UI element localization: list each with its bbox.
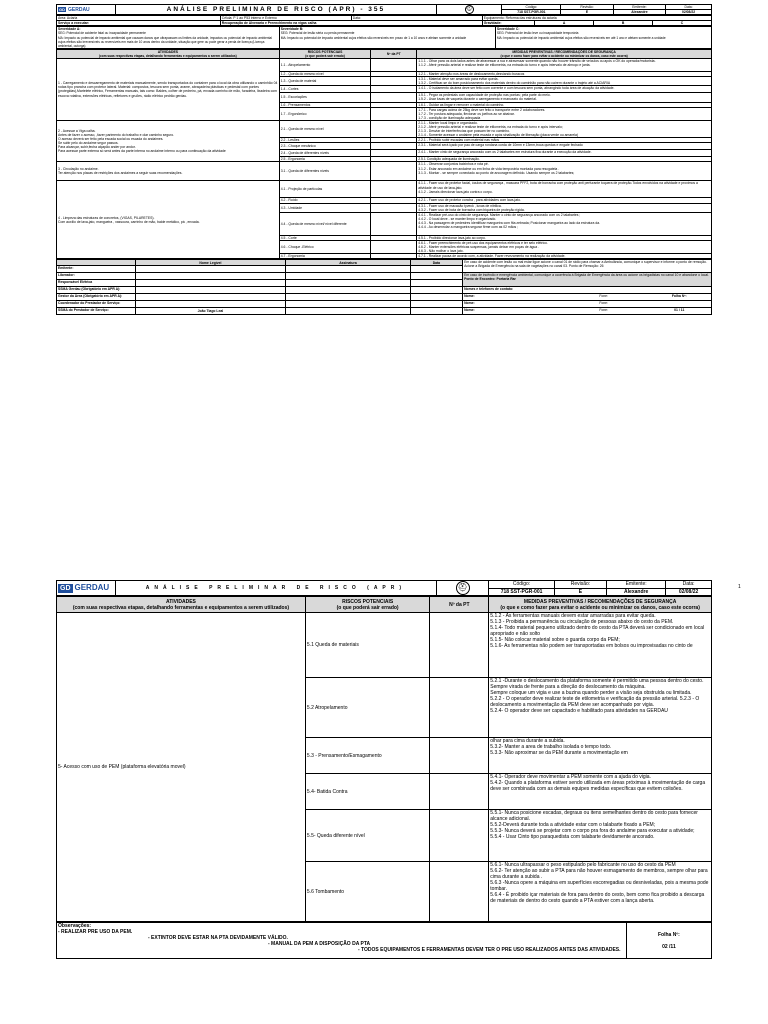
obs-line: - REALIZAR PRE USO DA PEM. [58, 929, 133, 935]
sig-role: Liberador: [57, 273, 136, 280]
sig-signature-field[interactable] [286, 280, 410, 287]
col-riscos: RISCOS POTENCIAIS (o que poderá sair errado) [279, 49, 371, 58]
emitente-value-2: Alexandre [607, 588, 666, 596]
npt-cell[interactable] [371, 212, 417, 235]
risk-cell: 5.6 Tombamento [305, 862, 429, 922]
table-row [57, 120, 712, 137]
sig-nome: Nome Legível [135, 260, 286, 266]
folha-cell-2: Folha Nº: 02 /11 [626, 923, 711, 959]
sig-date-field[interactable] [410, 273, 462, 280]
emergency-1: Em caso de acidente com lesão ou mal estar ligue acione o canal 01 de rádio para chamar a Ambulância, comunique o supervisor e informe o ponto de remoção. Acione a Brigada de Emergência na sala de vagetações no canal 03. Ponto de Remoção: 26 [463, 260, 712, 273]
observations-table [56, 922, 712, 959]
folha-label: Folha Nº: [671, 294, 687, 299]
risk-cell: 5.4- Batida Contra [305, 774, 429, 810]
severidade-a: Severidade A: SEG: Potencial de acidente fatal ou incapacidade permanente MA: Impacto ou potencial de impacto ambiental que causam danos que ultrapassam os limites da unidade, impactos ou potencial de impacto ambiental cujos efeitos são irreversíveis ou reversíveis em mais de 10 anos dentro da unidade, situação que gere ou pode gerar a perda de licença (Licença ambiental, outorga) [57, 27, 280, 48]
activity-cell: 3 - Circulação no andaime. Ter atenção nos placas de restrições dos andaimes a seguir suas recomendações. [57, 162, 280, 181]
header-table [56, 4, 712, 15]
sig-date-field[interactable] [410, 266, 462, 273]
signature-row [57, 308, 712, 315]
emergency-2: Em caso de incêndio e emergência ambiental, comunique a ocorrência à Brigada de Emergência da área ou acione os brigadistas no canal 10 e abandone o local. Ponto de Encontro: Portaria Rar [463, 273, 712, 287]
sig-role: Gestor da Área (Obrigatório em APR A): [57, 294, 136, 301]
data-label-2: Data: [666, 581, 712, 589]
apr-page-2 [56, 580, 712, 1024]
sig-role: SSMA do Prestador de Serviço: [57, 308, 136, 315]
risk-table-2 [56, 596, 712, 922]
codigo-value-2: 718 SST-PGR-001 [489, 588, 555, 596]
sig-data: Data [410, 260, 462, 266]
contato-fone: Fone: [599, 308, 608, 313]
logo-2: GD GERDAU [57, 581, 116, 596]
obs-line: - TODOS EQUIPAMENTOS E FERRAMENTAS DEVEM TER O PRE USO REALIZADOS ANTES DAS ATIVIDADES. [358, 947, 621, 953]
risk-cell: 1.7 - Ergonômico [279, 107, 371, 120]
sig-name-field[interactable] [135, 301, 286, 308]
risk-cell: 2.2 - Lesões [279, 138, 371, 143]
risk-cell: 4.5 - Corte [279, 235, 371, 240]
apr-page-1 [56, 4, 712, 478]
npt-cell[interactable] [430, 738, 489, 774]
sig-date-field[interactable] [410, 294, 462, 301]
col-medidas: MEDIDAS PREVENTIVAS / RECOMENDAÇÕES DE SEGURANÇA (o que e como fazer para evitar o acidente ou minimizar os danos, caso este ocorra) [417, 49, 712, 58]
page-title-2: ANÁLISE PRELIMINAR DE RISCO (APR) [115, 581, 436, 596]
logo: GD GERDAU [57, 5, 116, 15]
risk-cell: 5.1 Queda de materiais [305, 613, 429, 678]
measure-cell: 2.1.1 - Manter local limpo e organizado. 2.1.2 - Aferir pressão arterial e realizar teste de etilometria, na entrada do turno e após intervalo; 2.1.3 - Desviar de interferências que possam ter no caminho. 2.1.4 - Somente acessar o andaime pela escada e após sinalização de liberação (placa verde ou amarela) [417, 120, 712, 137]
obs-line: - MANUAL DA PEM A DISPOSIÇÃO DA PTA [268, 941, 371, 947]
risk-cell: 5.2 Atropelamento [305, 678, 429, 738]
sig-name-field[interactable] [135, 273, 286, 280]
risk-cell: 4.7 - Ergonomia [279, 254, 371, 259]
measure-cell: 5.1.2 - As ferramentas manuais devem estar amarradas para evitar queda. 5.1.3 - Proibida a permanência ou circulação de pessoas abaixo do cesto da PEM. 5.1.4- Todo material pequeno utilizado dentro do cesto da PTA deverá ser condicionado em local apropriado e não solto 5.1.5- Não colocar material sobre o guarda corpo da PEM; 5.1.6- As ferramentas não podem ser transportadas em bolsos ou improvisadas no cinto de [489, 613, 712, 678]
npt-cell[interactable] [371, 59, 417, 72]
risk-cell: 3.1 - Queda de diferentes níveis [279, 162, 371, 181]
sig-date-field[interactable] [410, 308, 462, 315]
page-title: ANÁLISE PRELIMINAR DE RISCO (APR) - 355 [115, 5, 436, 15]
npt-cell[interactable] [371, 181, 417, 198]
header-table-2 [56, 580, 712, 596]
measure-cell: 2.2.1 - Proibido subir escadas com material nas mãos [417, 138, 712, 143]
measure-cell: 1.4.1 - O isolamento da área deve ser feito com corrente e com tesoura sem ponta, abrangindo toda área de atuação da atividade. [417, 86, 712, 93]
helmet-icon-cell-2 [436, 581, 488, 596]
activity-cell: 4 - Limpeza das estruturas de concretos, (VIGAS, PILARETES). Com auxílio de lava-jato, mangueira , vassoura, carrinho de mão, balde metálico, pá , enxada. [57, 181, 280, 259]
measure-cell: 4.6.1 - Fazer preenchimento de pré-uso dos equipamentos elétricos e ter selo elétrico. 4.6.2 - Manter extensões elétricas suspensas, jamais deixar em poças de água . 4.6.3 - Não molhar o lava jato. [417, 240, 712, 253]
sig-name-field[interactable] [135, 280, 286, 287]
sig-date-field[interactable] [410, 287, 462, 294]
measure-cell: 1.3.1 - Material deve ser amarrado para evitar queda. 1.3.2 - Certificar-se do bom posicionamento dos materiais dentro do caminhão para não caírem durante o trajeto até a ACIARIA [417, 77, 712, 86]
risk-cell: 2.3 - Choque mecânico [279, 143, 371, 150]
risk-cell: 1.4 - Cortes [279, 86, 371, 93]
sig-signature-field[interactable] [286, 273, 410, 280]
measure-cell: 4.1.1 - Fazer uso de protetor facial, óculos de segurança , mascara PFF2, bota de borracha com proteção anti perfurante toquera de proteção.Todos envolvidos na atividade e proximos a atividade de uso de lava-jato. 4.1.2 - Jamais direcionar lava-jato contra o corpo. [417, 181, 712, 198]
risk-cell: 1.2 - Queda do mesmo nível [279, 72, 371, 77]
measure-cell: 4.7.1 - Realizar pausa de acordo com, a atividade. Fazer revezamento na realização da atividade. [417, 254, 712, 259]
sig-name-field[interactable]: João Tiago Leal [135, 308, 286, 315]
helmet-icon: ⛑ [456, 581, 470, 595]
contato-fone: Fone: [599, 294, 608, 299]
npt-cell[interactable] [371, 143, 417, 150]
npt-cell[interactable] [371, 107, 417, 120]
measure-cell: 4.3.1 - Fazer uso de macacão tyveck , luvas de nitrilica. 4.3.2 - Fazer uso de bota de borracha com biqueira de proteção rígida. [417, 203, 712, 212]
data-value: 02/08/22 [666, 10, 712, 15]
gravidade-c[interactable]: C [653, 21, 712, 26]
data2-label: Data: [351, 16, 482, 21]
risk-cell: 1.6 - Prensamentos [279, 102, 371, 107]
col-npt: Nº da PT [371, 49, 417, 58]
risk-cell: 4.3 - Umidade [279, 203, 371, 212]
measure-cell: 5.6.1- Nunca ultrapassar o peso estipulado pelo fabricante no uso do cesto da PEM 5.6.2- Ter atenção ao subir a PTA para não houver esmagamento de membros, sempre olhar para cima durante a subida . 5.6.3 -Nunca opere a máquina em superfícies escorregadias ou desniveladas, pois a mesma pode tombar. 5.6.4 - É proibido içar materiais de fora para dentro do cesto, bem como fica proibido a descarga de materiais de dentro do cesto quando a PTA estiver com a lança aberta. [489, 862, 712, 922]
risk-cell: 5.3 - Prensamento/Esmagamento [305, 738, 429, 774]
npt-cell[interactable] [430, 810, 489, 862]
npt-cell[interactable] [371, 93, 417, 102]
sig-signature-field[interactable] [286, 308, 410, 315]
measure-cell: 1.5.1 - Pegar os pedestais com capacidade de proteção nas pontas; pela parte do meio. 1.5.2 - Usar luvas de vaqueta durante o carregamento e manuseio do material. [417, 93, 712, 102]
risk-cell: 4.6 - Choque -Elétrico [279, 240, 371, 253]
npt-cell[interactable] [371, 162, 417, 181]
npt-cell[interactable] [430, 774, 489, 810]
measure-cell: 2.5.1 Condição adequada de iluminação. [417, 157, 712, 162]
obs-line: - EXTINTOR DEVE ESTAR NA PTA DEVIDAMENTE VÁLIDO. [148, 935, 288, 941]
sig-signature-field[interactable] [286, 301, 410, 308]
sig-date-field[interactable] [410, 280, 462, 287]
risk-cell: 4.4 - Queda de mesmo nível/ nível diferente [279, 212, 371, 235]
risk-cell: 4.1 - Projeção de partículas [279, 181, 371, 198]
measure-cell: 1.1.1 - Olhar para os dois lados antes de atravessar a rua e atravessar somente quando não houver trânsito de veículos ou após o OK do operador/motorista. 1.1.2 - Aferir pressão arterial e realizar teste de etilometria, na entrada do turno e após intervalo de almoço e janta. [417, 59, 712, 72]
risk-cell: 2.5 - Ergonomia [279, 157, 371, 162]
area-label: Área: Aciaria [57, 16, 221, 21]
revisao-label-2: Revisão: [554, 581, 606, 589]
observations: Observações: - REALIZAR PRE USO DA PEM. - EXTINTOR DEVE ESTAR NA PTA DEVIDAMENTE VÁLIDO. - MANUAL DA PEM A DISPOSIÇÃO DA PTA - TODOS EQUIPAMENTOS E FERRAMENTAS DEVEM TER O PRE USO REALIZADOS ANTES DAS ATIVIDADES. [57, 923, 627, 959]
signature-row [57, 287, 712, 294]
gravidade-b[interactable]: B [594, 21, 653, 26]
table-row [57, 59, 712, 72]
sig-signature-field[interactable] [286, 266, 410, 273]
measure-cell: 2.4.1 - Manter cinto de segurança ancorado com os 2 talabartes em estrutura fixa durante a execução da atividade. [417, 150, 712, 157]
contato-row [463, 308, 712, 315]
measure-cell: 4.2.1 - Fazer uso de protetor concha , para atividades com lava-jato. [417, 198, 712, 203]
npt-cell[interactable] [371, 240, 417, 253]
servico-value: Recuperação de Alvenaria e Preenchimento na vigas calha [220, 21, 482, 26]
npt-cell[interactable] [371, 203, 417, 212]
folha-blank [649, 301, 710, 305]
revisao-value: E [561, 10, 613, 15]
codigo-label-2: Código: [489, 581, 555, 589]
revisao-value-2: E [554, 588, 606, 596]
sig-assinatura: Assinatura [286, 260, 410, 266]
npt-cell[interactable] [371, 150, 417, 157]
folha-value: 01 / 11 [674, 308, 685, 313]
risk-cell: 1.5 - Escoriações [279, 93, 371, 102]
side-page-number: 1 [738, 584, 741, 590]
gravidade-label: Gravidade: [482, 21, 534, 26]
severity-table [56, 26, 712, 48]
sig-name-field[interactable] [135, 294, 286, 301]
contato-nome: Nome: [464, 308, 475, 313]
measure-cell: 3.1.1 - Observar conjuntos baixinhos e rota pé. 3.1.2 - Estar ancorado em andaime ou em linha de vida temporária montada para rescgatela . 3.1.3 - Montar - se sempre conectado ao ponto de ancoragem definido. Usando sempre os 2 talabartes; [417, 162, 712, 181]
npt-cell[interactable] [430, 862, 489, 922]
signature-table [56, 259, 712, 315]
npt-cell[interactable] [430, 613, 489, 678]
measure-cell: 1.2.1 - Manter atenção nos áreas de deslocamento,desviando buracos [417, 72, 712, 77]
sig-date-field[interactable] [410, 301, 462, 308]
info-table [56, 15, 712, 26]
col-riscos-2: RISCOS POTENCIAIS (o que poderá sair errado) [305, 597, 429, 613]
measure-cell: 4.4.1 - Realizar pré-uso do cinto de segurança. Manter o cinto de segurança ancorado com os 2 talabartes ; 4.4.2 - O local deve - se manter limpo e organizado. 4.4.3 - Na passagem de pedestres identificar mangueira com fita zebrada; Posicionar mangueira ao lado da estrutura da. 4.4.4 - Ao desenrolar a mangueira segurar firme com as 02 mãos ; [417, 212, 712, 235]
activity-cell: 5- Acesso com uso de PEM (plataforma elevatória movel) [57, 613, 306, 922]
col-atividades-2: ATIVIDADES (com suas respectivas etapas, detalhando ferramentas e equipamentos a serem utilizados) [57, 597, 306, 613]
measure-cell: 5.5.1- Nunca posicione escadas, degraus ou itens semelhantes dentro do cesto para fornecer alcance adicional. 5.5.2-Deverá durante toda a atividade estar com o talabarte fixado a PEM; 5.5.3- Nunca deverá se projetar com o corpo pra fora do andaime para executar a atividade; 5.5.4 - Usar Cinto tipo paraquedista com talabarte devidamente ancorado. [489, 810, 712, 862]
npt-cell[interactable] [371, 86, 417, 93]
table-row [57, 613, 712, 678]
measure-cell: olhar para cima durante a subida. 5.3.2- Manter a area de trabalho isolada o tempo todo. 5.3.3- Não aproximar se da PEM durante a movimentação em [489, 738, 712, 774]
measure-cell: 1.6.1 - Guidar as lingar e remover o material do caminho. [417, 102, 712, 107]
contato-nome: Nome: [464, 301, 475, 306]
activity-cell: 2 - Acessar a Viga calha. Antes de fazer o acesso, ,fazer parimento do trabalho e olar caminho seguro. O acesso deverá ser feito pela escada social ou escada do andaimes. Se subir pelo do andaime segur passos. Para alcançar, subir,fecha alçapão ander por andor. Para acessar parte externa só será antes da parte interna no andaime interno ou para continuação da atividade [57, 120, 280, 162]
signature-row [57, 301, 712, 308]
codigo-value: 718 SST-PGR-001 [502, 10, 561, 15]
risk-cell: 5.5- Queda diferente nível [305, 810, 429, 862]
sig-role: Coordenador do Prestador de Serviço: [57, 301, 136, 308]
sig-name-field[interactable] [135, 287, 286, 294]
contato-row [463, 294, 712, 301]
equipamento-label: Equipamento: Reforma das estruturas da aciaria [482, 16, 711, 21]
col-medidas-2: MEDIDAS PREVENTIVAS / RECOMENDAÇÕES DE SEGURANÇA (o que e como fazer para evitar o acidente ou minimizar os danos, caso este ocorra) [489, 597, 712, 613]
gerdau-logo-icon: GD [59, 7, 65, 13]
measure-cell: 5.4.1- Operador deve movimentar a PEM somente com a ajuda do vigia. 5.4.2- Quando a plataforma estiver sendo utilizada em áreas próximas à movimentação de carga deve ser combinada com as demais equipes medidas específicas que evitem colisões. [489, 774, 712, 810]
risk-cell: 1.3 - Queda de material [279, 77, 371, 86]
contato-fone: Fone: [599, 301, 608, 306]
sig-role: Emitente: [57, 266, 136, 273]
col-npt-2: Nº da PT [430, 597, 489, 613]
signature-row [57, 294, 712, 301]
helmet-icon: ⛑ [465, 6, 473, 13]
sig-name-field[interactable] [135, 266, 286, 273]
celula-label: Célula: P 1 ao P53 interno e Externo [220, 16, 351, 21]
measure-cell: 1.7.1 - Para cargas acima de 25kg deve ser feito o transporte entre 2 colaboradores. 1.7.2 - Ter postura adequada, flexionar os joelhos ao se abaixar. 1.7.3 - condição de iluminação adequada [417, 107, 712, 120]
npt-cell[interactable] [371, 254, 417, 259]
risk-cell: 2.4 - Queda de diferentes níveis [279, 150, 371, 157]
measure-cell: 5.2.1 -Durante o deslocamento da plataforma somente é permitido uma pessoa dentro do cesto. Sempre virada de frente para a direção do deslocamento da máquina. Sempre coloque um vigia e use a buzina quando perder a visão seja obstruída ou limitada. 5.2.2 - O operador deve realizar teste de etilometria e verificação da pressão arterial. 5.2.3 - O deslocamento a movimentação da PEM deve ser acompanhado por vigia. 5.2.4- O operador deve ser capacitado e habilitado para atividades na GERDAU [489, 678, 712, 738]
signature-row [57, 273, 712, 280]
risk-cell: 1.1 - Atropelamento [279, 59, 371, 72]
risk-cell: 2.1 - Queda de mesmo nível [279, 120, 371, 137]
emitente-label-2: Emitente: [607, 581, 666, 589]
emitente-label: Emitente: [613, 5, 665, 10]
contato-nome: Nome: [464, 294, 475, 299]
npt-cell[interactable] [371, 120, 417, 137]
data-value-2: 02/08/22 [666, 588, 712, 596]
sig-signature-field[interactable] [286, 287, 410, 294]
npt-cell[interactable] [430, 678, 489, 738]
data-label: Data: [666, 5, 712, 10]
contato-row [463, 301, 712, 308]
table-row [57, 162, 712, 181]
severidade-b: Severidade B: SEG: Potencial de lesão séria ou perda permanente MA: Impacto ou potencial de impacto ambiental cujos efeitos são reversíveis em prazo de 1 a 10 anos e afetam somente a unidade [279, 27, 495, 48]
contatos-label: Nomes e telefones de contato: [463, 287, 712, 294]
gerdau-logo-icon: GD [60, 584, 71, 592]
risk-cell: 4.2 - Ruído [279, 198, 371, 203]
activity-cell: 1 - Carregamento e descarregamento de materiais manualmente, sendo transportados do container para o local da obra utilizando o caminhão 04 rodas tipo prancha com protetor lateral. Material: compostos, tesoura sem ponta, arame, abraçadeira plásticas e pedestal com pontes (protegidas),Martelete elétrico, Ferramentas manuais, tais como: Baldes, colher de pedreiro, pá, enxada carrinho de mão, furadeira, lixadeira com escova rotativa, extensões elétricas, refletores e gruões, rádio elétrico pedrão gerdau. [57, 59, 280, 121]
helmet-icon-cell [436, 5, 502, 15]
risk-table [56, 49, 712, 259]
measure-cell: 4.5.1 - Proibido direcionar lava-jato ao corpo. [417, 235, 712, 240]
sig-signature-field[interactable] [286, 294, 410, 301]
npt-cell[interactable] [371, 77, 417, 86]
sig-role: Responsável Elétrica [57, 280, 136, 287]
col-atividades: ATIVIDADES (com suas respectivas etapas, detalhando ferramentas e equipamentos a serem utilizados) [57, 49, 280, 58]
servico-label: Serviço a executar: [57, 21, 221, 26]
sig-role: SSMA Gerdau (Obrigatório em APR A): [57, 287, 136, 294]
measure-cell: 2.3.1 - Material será içado por pau de carga rondana corda de 10mm e 13mm,troca quedas e engate fechado [417, 143, 712, 150]
gravidade-a[interactable]: A [535, 21, 594, 26]
emitente-value: Alexandre [613, 10, 665, 15]
table-row [57, 181, 712, 198]
codigo-label: Código: [502, 5, 561, 10]
severidade-c: Severidade C: SEG: Potencial de lesão leve ou incapacidade temporária MA: Impacto ou potencial de impacto ambiental cujos efeitos são reversíveis em até 1 ano e afetam somente a unidade [495, 27, 711, 48]
revisao-label: Revisão: [561, 5, 613, 10]
